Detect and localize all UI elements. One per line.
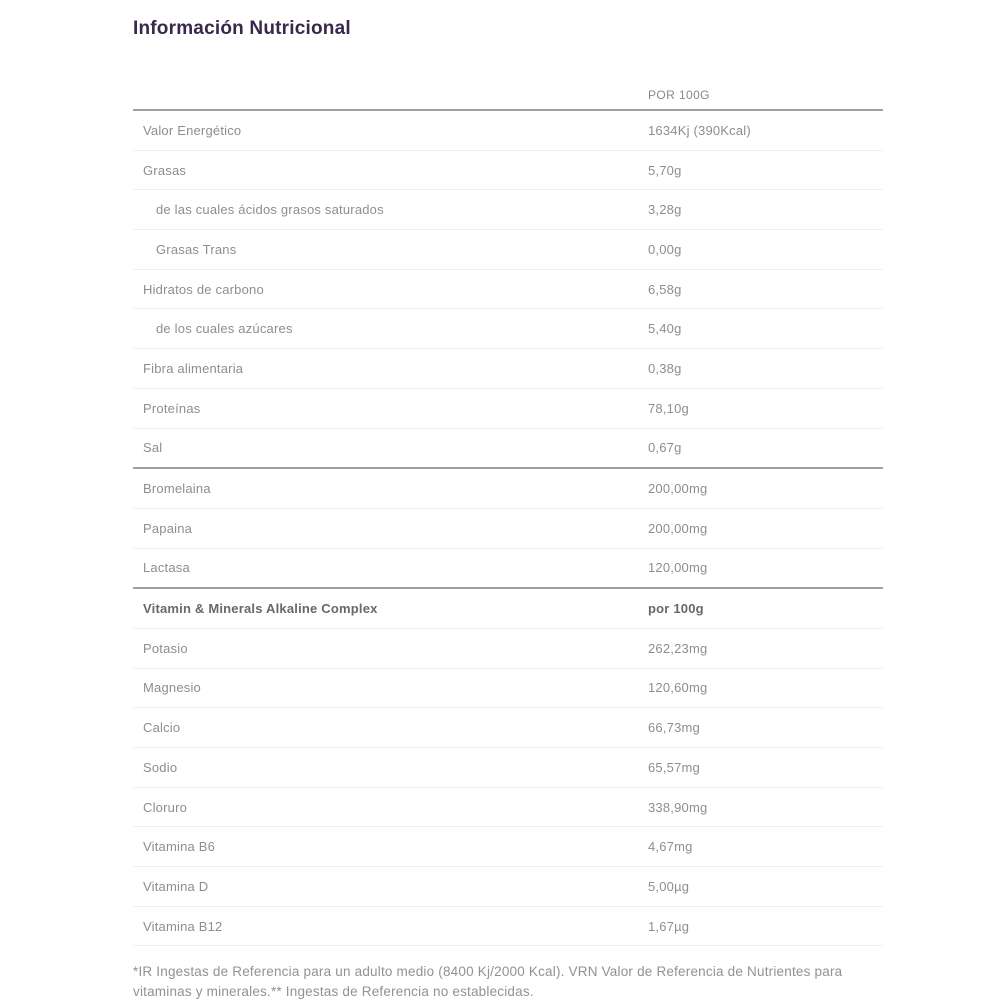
row-value: 5,40g bbox=[648, 321, 682, 337]
table-row bbox=[133, 629, 883, 669]
row-label: Sal bbox=[143, 440, 163, 456]
table-row bbox=[133, 549, 883, 589]
table-row bbox=[133, 827, 883, 867]
table-row bbox=[133, 907, 883, 947]
row-value: 0,38g bbox=[648, 360, 682, 376]
row-label: Proteínas bbox=[143, 400, 201, 416]
nutrition-table bbox=[133, 66, 883, 946]
table-row bbox=[133, 389, 883, 429]
table-row bbox=[133, 669, 883, 709]
row-label: de los cuales azúcares bbox=[156, 321, 293, 337]
table-row bbox=[133, 867, 883, 907]
row-value: por 100g bbox=[648, 601, 704, 617]
row-value: 1,67µg bbox=[648, 918, 690, 934]
row-value: 262,23mg bbox=[648, 640, 708, 656]
row-label: Vitamin & Minerals Alkaline Complex bbox=[143, 601, 378, 617]
row-value: 65,57mg bbox=[648, 759, 700, 775]
table-row bbox=[133, 509, 883, 549]
row-label: Sodio bbox=[143, 759, 178, 775]
footnote-text: *IR Ingestas de Referencia para un adulto medio (8400 Kj/2000 Kcal). VRN Valor de Referencia de Nutrientes para vitaminas y minerales.** Ingestas de Referencia no establecidas. bbox=[133, 964, 843, 999]
table-section-row bbox=[133, 587, 883, 629]
content-container bbox=[133, 18, 883, 1000]
row-value: 120,60mg bbox=[648, 680, 708, 696]
row-value: 4,67mg bbox=[648, 839, 693, 855]
row-value: 200,00mg bbox=[648, 520, 708, 536]
table-row bbox=[133, 111, 883, 151]
table-header-row bbox=[133, 66, 883, 111]
row-label: Vitamina D bbox=[143, 878, 209, 894]
row-label: Potasio bbox=[143, 640, 188, 656]
row-value: 1634Kj (390Kcal) bbox=[648, 122, 751, 138]
row-value: 3,28g bbox=[648, 202, 682, 218]
header-per-100g: POR 100G bbox=[648, 88, 710, 102]
row-label: de las cuales ácidos grasos saturados bbox=[156, 202, 384, 218]
table-row bbox=[133, 429, 883, 469]
row-label: Hidratos de carbono bbox=[143, 281, 264, 297]
table-row bbox=[133, 151, 883, 191]
row-label: Fibra alimentaria bbox=[143, 360, 244, 376]
page-title: Información Nutricional bbox=[133, 18, 351, 39]
table-row bbox=[133, 270, 883, 310]
row-value: 5,70g bbox=[648, 162, 682, 178]
table-body bbox=[133, 111, 883, 946]
row-label: Bromelaina bbox=[143, 481, 211, 497]
row-label: Grasas Trans bbox=[156, 241, 237, 257]
row-label: Lactasa bbox=[143, 560, 190, 576]
row-label: Calcio bbox=[143, 720, 181, 736]
table-row bbox=[133, 708, 883, 748]
row-label: Vitamina B12 bbox=[143, 918, 223, 934]
table-row bbox=[133, 748, 883, 788]
row-value: 338,90mg bbox=[648, 799, 708, 815]
table-row bbox=[133, 190, 883, 230]
row-value: 120,00mg bbox=[648, 560, 708, 576]
row-value: 6,58g bbox=[648, 281, 682, 297]
row-value: 5,00µg bbox=[648, 878, 690, 894]
table-row bbox=[133, 230, 883, 270]
row-label: Valor Energético bbox=[143, 122, 242, 138]
row-label: Grasas bbox=[143, 162, 187, 178]
row-label: Vitamina B6 bbox=[143, 839, 216, 855]
row-value: 200,00mg bbox=[648, 481, 708, 497]
row-value: 78,10g bbox=[648, 400, 689, 416]
table-row bbox=[133, 349, 883, 389]
row-value: 66,73mg bbox=[648, 720, 700, 736]
row-value: 0,00g bbox=[648, 241, 682, 257]
table-row bbox=[133, 467, 883, 509]
row-value: 0,67g bbox=[648, 440, 682, 456]
row-label: Papaina bbox=[143, 520, 193, 536]
row-label: Cloruro bbox=[143, 799, 188, 815]
table-row bbox=[133, 788, 883, 828]
table-row bbox=[133, 309, 883, 349]
row-label: Magnesio bbox=[143, 680, 201, 696]
